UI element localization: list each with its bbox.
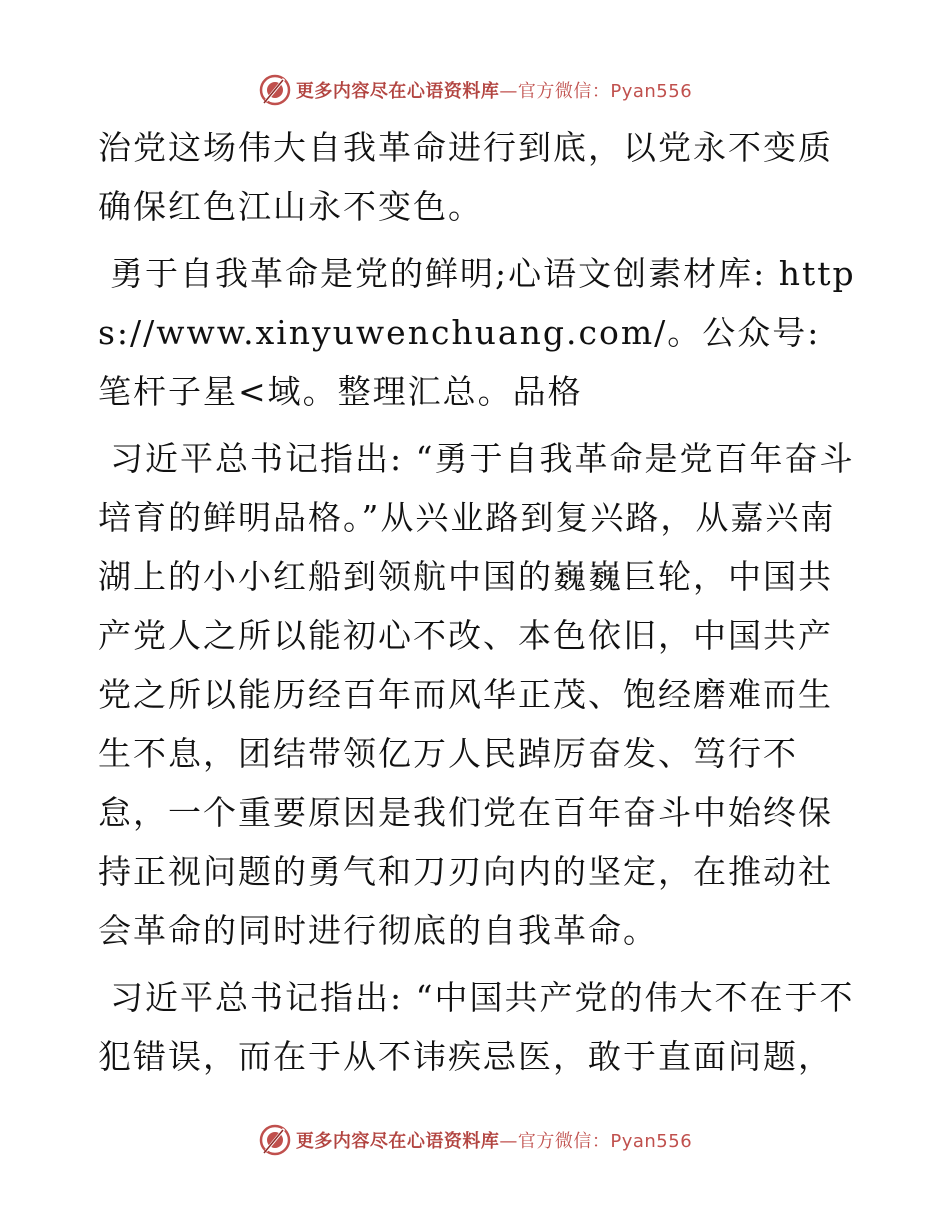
header-separator: — — [499, 81, 518, 102]
header-brand-text: 更多内容尽在心语资料库 — [295, 81, 500, 102]
header-banner — [0, 70, 950, 110]
paragraph-1 — [98, 118, 858, 236]
footer-text — [296, 1127, 692, 1153]
paragraph-3-text: 习近平总书记指出: “勇于自我革命是党百年奋斗培育的鲜明品格。”从兴业路到复兴路，从嘉兴南湖上的小小红船到领航中国的巍巍巨轮，中国共产党人之所以能初心不改、本色依旧，中国共产党之所以能历经百年而风华正茂、饱经磨难而生生不息，团结带领亿万人民踔厉奋发、笃行不怠，一个重要原因是我们党在百年奋斗中始终保持正视问题的勇气和刀刃向内的坚定，在推动社会革命的同时进行彻底的自我革命。 — [98, 439, 855, 950]
footer-banner — [0, 1120, 950, 1160]
footer-brand-text: 更多内容尽在心语资料库 — [295, 1131, 500, 1152]
footer-separator: — — [499, 1131, 518, 1152]
pen-seal-logo-icon — [258, 73, 292, 107]
pen-seal-logo-icon — [258, 1123, 292, 1157]
paragraph-2 — [98, 244, 858, 421]
header-contact-text: 官方微信：Pyan556 — [517, 81, 693, 102]
header-text — [296, 77, 692, 103]
paragraph-4 — [98, 968, 858, 1086]
document-body — [98, 118, 858, 1086]
footer-contact-text: 官方微信：Pyan556 — [517, 1131, 693, 1152]
paragraph-3 — [98, 429, 858, 960]
paragraph-4-text: 习近平总书记指出: “中国共产党的伟大不在于不犯错误，而在于从不讳疾忌医，敢于直面问题， — [98, 978, 855, 1076]
paragraph-2-text: 勇于自我革命是党的鲜明;心语文创素材库: https://www.xinyuwenchuang.com/。公众号: 笔杆子星<域。整理汇总。品格 — [98, 254, 856, 411]
paragraph-1-text: 治党这场伟大自我革命进行到底，以党永不变质确保红色江山永不变色。 — [98, 128, 833, 226]
